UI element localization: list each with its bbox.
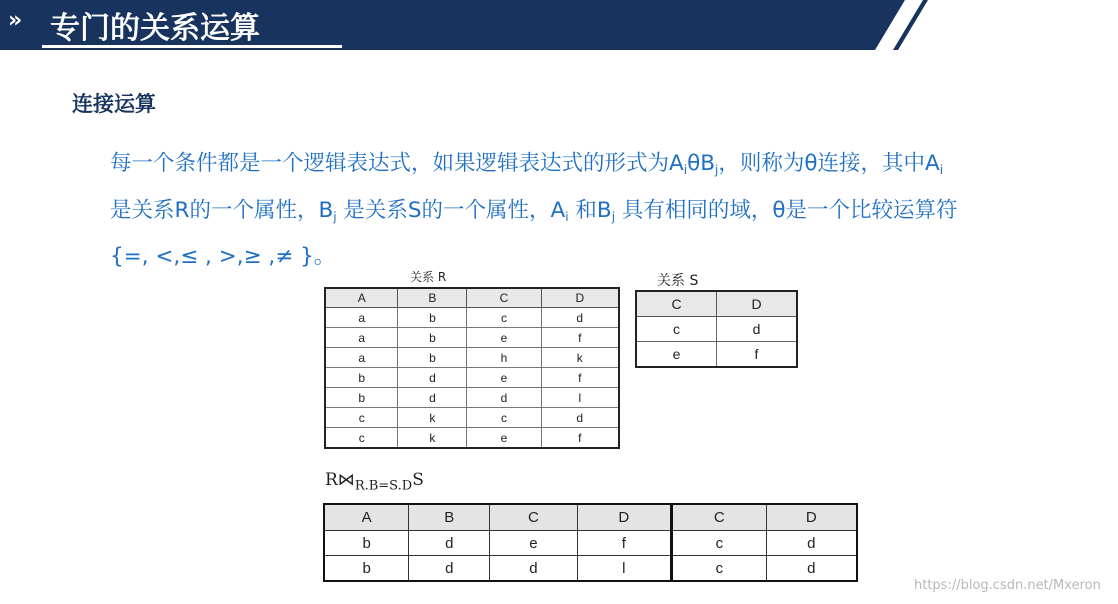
table-row — [325, 348, 619, 368]
table-cell: l — [577, 556, 672, 582]
table-cell: d — [766, 531, 857, 556]
table-cell: a — [325, 348, 398, 368]
column-header: D — [577, 504, 672, 531]
table-cell: d — [409, 531, 490, 556]
chevron-icon: » — [8, 8, 23, 33]
table-cell: e — [467, 368, 541, 388]
relation-r-caption: 关系 R — [410, 270, 447, 284]
table-row — [325, 328, 619, 348]
table-cell: b — [325, 368, 398, 388]
table-cell: a — [325, 328, 398, 348]
table-cell: d — [766, 556, 857, 582]
table-cell: d — [409, 556, 490, 582]
table-cell: f — [541, 328, 619, 348]
table-cell: c — [636, 317, 717, 342]
table-cell: b — [324, 556, 409, 582]
table-cell: k — [398, 408, 467, 428]
table-cell: b — [325, 388, 398, 408]
table-row — [325, 388, 619, 408]
table-cell: d — [717, 317, 798, 342]
table-row — [324, 531, 857, 556]
section-subtitle: 连接运算 — [72, 92, 156, 116]
watermark: https://blog.csdn.net/Mxeron — [914, 578, 1101, 593]
table-cell: a — [325, 308, 398, 328]
table-cell: d — [490, 556, 577, 582]
table-cell: b — [324, 531, 409, 556]
table-cell: d — [398, 368, 467, 388]
table-cell: c — [325, 428, 398, 449]
table-row — [325, 428, 619, 449]
column-header: A — [324, 504, 409, 531]
join-result-table — [323, 503, 858, 582]
table-cell: f — [541, 368, 619, 388]
column-header: C — [672, 504, 767, 531]
table-cell: b — [398, 328, 467, 348]
table-row — [636, 342, 797, 368]
table-cell: f — [541, 428, 619, 449]
relation-r-table — [324, 287, 620, 449]
table-cell: l — [541, 388, 619, 408]
table-cell: c — [325, 408, 398, 428]
table-cell: c — [672, 556, 767, 582]
table-cell: b — [398, 308, 467, 328]
table-cell: e — [467, 428, 541, 449]
table-cell: d — [541, 308, 619, 328]
table-cell: c — [467, 308, 541, 328]
table-row — [325, 308, 619, 328]
table-cell: c — [672, 531, 767, 556]
table-cell: k — [541, 348, 619, 368]
paragraph-line-1: 每一个条件都是一个逻辑表达式，如果逻辑表达式的形式为$A_i\theta B_j$，则称为θ连接，其中$A_i$ — [110, 151, 944, 177]
table-row — [324, 556, 857, 582]
column-header: C — [636, 291, 717, 317]
table-cell: e — [467, 328, 541, 348]
table-cell: d — [541, 408, 619, 428]
table-cell: d — [467, 388, 541, 408]
relation-s-table — [635, 290, 798, 368]
slide-header — [0, 0, 1118, 50]
relation-s-caption: 关系 S — [657, 273, 699, 289]
table-row — [636, 317, 797, 342]
table-cell: d — [398, 388, 467, 408]
table-cell: f — [577, 531, 672, 556]
table-cell: k — [398, 428, 467, 449]
column-header: B — [398, 288, 467, 308]
table-cell: e — [636, 342, 717, 368]
table-row — [325, 408, 619, 428]
join-formula: $R⋈_{R.B=S.D}S$ — [325, 470, 424, 494]
table-cell: c — [467, 408, 541, 428]
column-header: A — [325, 288, 398, 308]
table-row — [325, 368, 619, 388]
column-header: D — [717, 291, 798, 317]
table-cell: h — [467, 348, 541, 368]
page-title: 专门的关系运算 — [50, 11, 260, 46]
column-header: D — [541, 288, 619, 308]
paragraph-line-2: 是关系R的一个属性，$B_j$ 是关系S的一个属性，$A_i$ 和$B_j$ 具有相同的域，θ是一个比较运算符 — [110, 198, 958, 224]
table-cell: f — [717, 342, 798, 368]
column-header: B — [409, 504, 490, 531]
table-cell: b — [398, 348, 467, 368]
table-cell: e — [490, 531, 577, 556]
column-header: C — [467, 288, 541, 308]
column-header: C — [490, 504, 577, 531]
column-header: D — [766, 504, 857, 531]
paragraph-line-3: {=, <,≤ , >,≥ ,≠ }。 — [110, 244, 336, 269]
